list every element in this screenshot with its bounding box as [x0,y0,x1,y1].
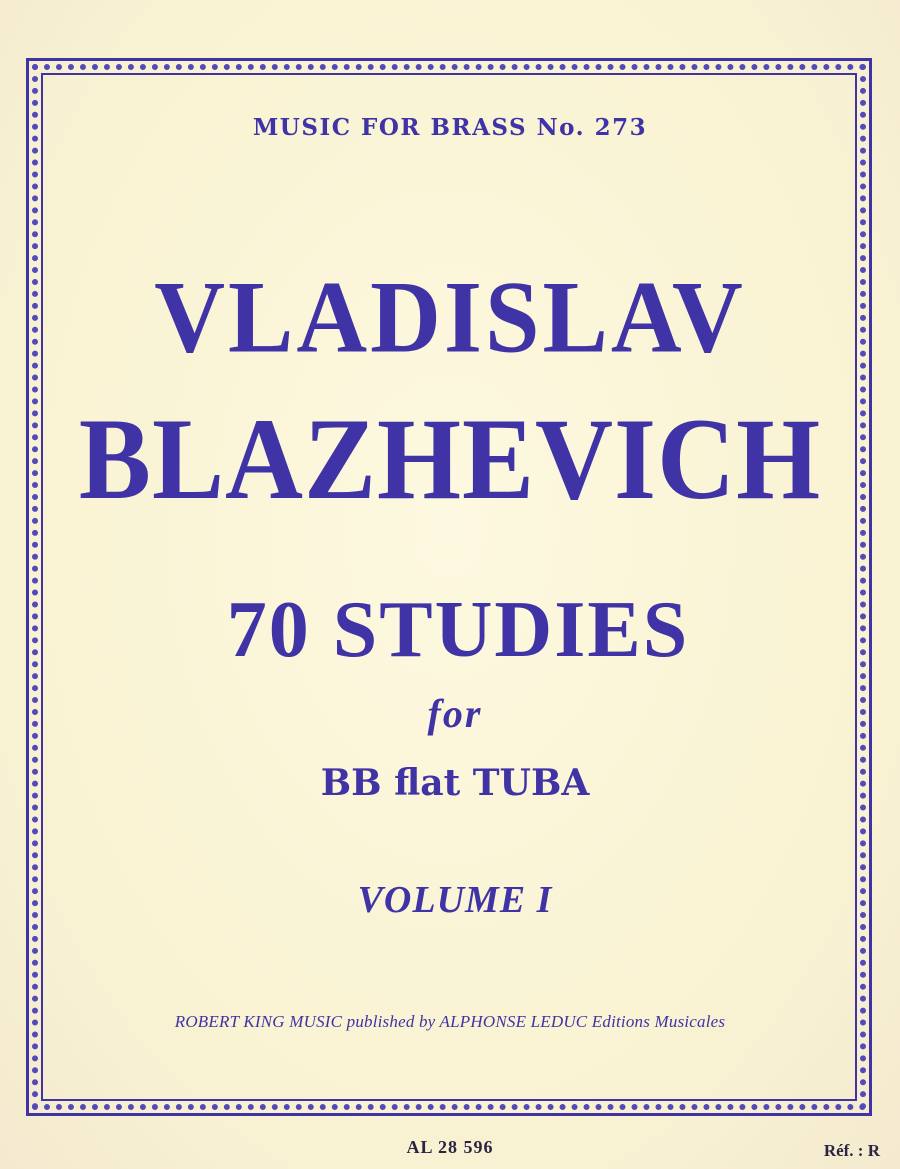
work-title: 70 STUDIES [226,586,690,674]
work-for-label: for [427,691,483,736]
catalog-number: AL 28 596 [406,1137,494,1157]
composer-first-name: VLADISLAV [154,261,746,375]
volume-label: VOLUME I [357,879,553,921]
series-title: MUSIC FOR BRASS No. 273 [252,114,648,141]
reference-code: Réf. : R [823,1141,880,1160]
instrument-label: BB flat TUBA [320,762,590,804]
composer-last-name: BLAZHEVICH [78,395,822,524]
publisher-line: ROBERT KING MUSIC published by ALPHONSE LEDUC Editions Musicales [174,1012,726,1031]
